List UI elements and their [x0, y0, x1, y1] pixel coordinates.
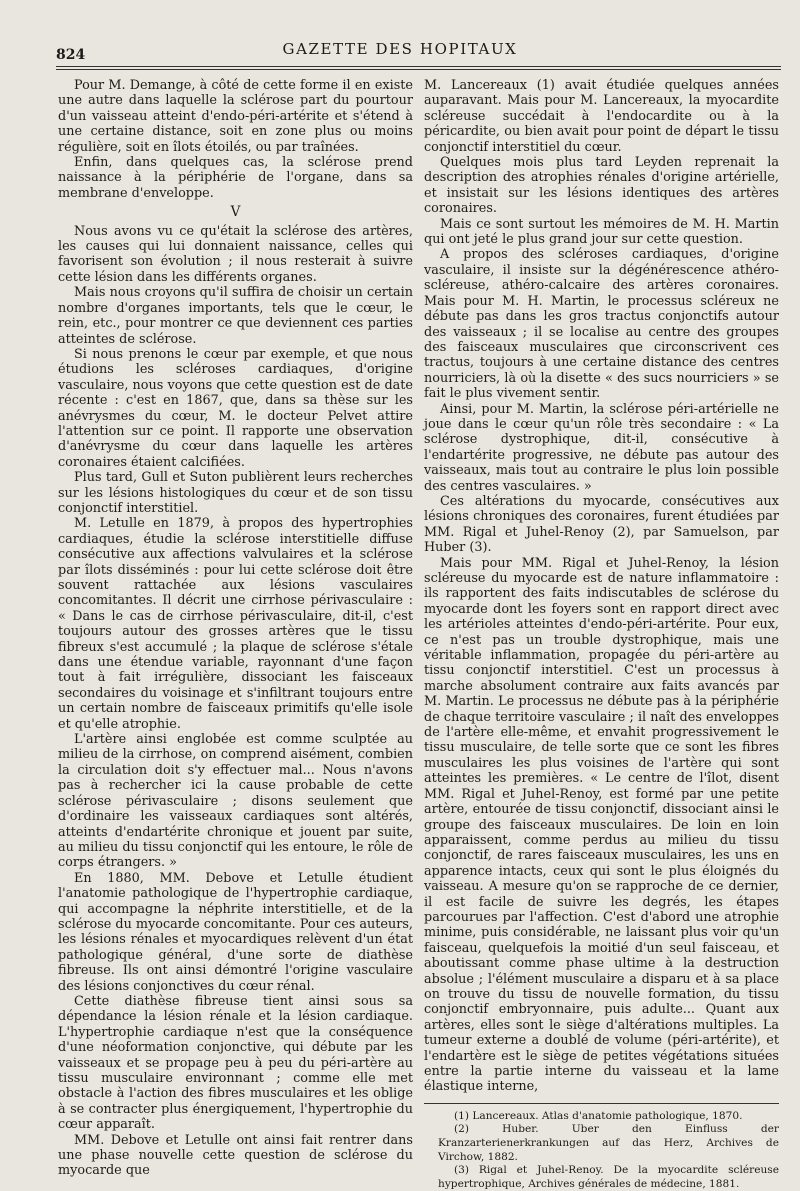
right-column: [424, 78, 779, 1191]
paragraph: M. Letulle en 1879, à propos des hypertrophies cardiaques, étudie la sclérose interstitielle diffuse consécutive aux affections valvulaires et la sclérose par îlots disséminés : pour lui cette sclérose doit être souvent rattachée aux lésions vasculaires concomitantes. Il décrit une cirrhose périvasculaire : « Dans le cas de cirrhose périvasculaire, dit-il, c'est toujours autour des grosses artères que le tissu fibreux s'est accumulé ; la plaque de sclérose s'étale dans une étendue variable, rayonnant d'une façon tout à fait irrégulière, dissociant les faisceaux secondaires du voisinage et s'infiltrant toujours entre un certain nombre de faisceaux primitifs qu'elle isole et qu'elle atrophie.: [58, 516, 413, 732]
paragraph: M. Lancereaux (1) avait étudiée quelques années auparavant. Mais pour M. Lancereaux, la myocardite scléreuse succédait à l'endocardite ou à la péricardite, ou bien avait pour point de départ le tissu conjonctif interstitiel du cœur.: [424, 78, 779, 155]
section-heading: V: [230, 204, 241, 221]
paragraph: Pour M. Demange, à côté de cette forme il en existe une autre dans laquelle la sclérose part du pourtour d'un vaisseau atteint d'endo-péri-artérite et s'étend à une certaine distance, soit en zone plus ou moins régulière, soit en îlots étoilés, ou par traînées.: [58, 78, 413, 155]
paragraph: En 1880, MM. Debove et Letulle étudient l'anatomie pathologique de l'hypertrophie cardiaque, qui accompagne la néphrite interstitielle, et de la sclérose du myocarde concomitante. Pour ces auteurs, les lésions rénales et myocardiques relèvent d'un état pathologique général, d'une sorte de diathèse fibreuse. Ils ont ainsi démontré l'origine vasculaire des lésions conjonctives du cœur rénal.: [58, 870, 414, 994]
paragraph: Enfin, dans quelques cas, la sclérose prend naissance à la périphérie de l'organe, dans sa membrane d'enveloppe.: [58, 155, 413, 201]
paragraph: A propos des scléroses cardiaques, d'origine vasculaire, il insiste sur la dégénérescence athéro-scléreuse, athéro-calcaire des artères coronaires. Mais pour M. H. Martin, le processus scléreux ne débute pas dans les gros tractus conjonctifs autour des vaisseaux ; il se localise au centre des groupes des faisceaux musculaires que circonscrivent ces tractus, toujours à une certaine distance des centres nourriciers, là où la disette « des sucs nourriciers » se fait le plus vivement sentir.: [424, 247, 779, 402]
footnote: (3) Rigal et Juhel-Renoy. De la myocardite scléreuse hypertrophique, Archives générales de médecine, 1881.: [438, 1164, 779, 1190]
paragraph: Ainsi, pour M. Martin, la sclérose péri-artérielle ne joue dans le cœur qu'un rôle très secondaire : « La sclérose dystrophique, dit-il, consécutive à l'endartérite progressive, ne débute pas autour des vaisseaux, mais tout au contraire le plus loin possible des centres vasculaires. »: [424, 401, 779, 494]
left-column: [58, 78, 413, 1179]
page-number: 824: [56, 47, 86, 63]
paragraph: Mais nous croyons qu'il suffira de choisir un certain nombre d'organes importants, tels que le cœur, le rein, etc., pour montrer ce que deviennent ces parties atteintes de sclérose.: [58, 285, 413, 347]
paragraph: Plus tard, Gull et Suton publièrent leurs recherches sur les lésions histologiques du cœur et de son tissu conjonctif interstitiel.: [58, 470, 413, 516]
paragraph: Ces altérations du myocarde, consécutives aux lésions chroniques des coronaires, furent étudiées par MM. Rigal et Juhel-Renoy (2), par Samuelson, par Huber (3).: [424, 493, 779, 556]
footnote-rule: [424, 1103, 779, 1104]
paragraph: Quelques mois plus tard Leyden reprenait la description des atrophies rénales d'origine artérielle, et insistait sur les lésions identiques des artères coronaires.: [424, 155, 779, 217]
header-rule: [56, 66, 781, 70]
paragraph: L'artère ainsi englobée est comme sculptée au milieu de la cirrhose, on comprend aisément, combien la circulation doit s'y effectuer mal... Nous n'avons pas à rechercher ici la cause probable de cette sclérose périvasculaire ; disons seulement que d'ordinaire les vaisseaux cardiaques sont altérés, atteints d'endartérite chronique et jouent par suite, au milieu du tissu conjonctif qui les entoure, le rôle de corps étrangers. »: [58, 732, 413, 871]
running-head: GAZETTE DES HOPITAUX: [282, 40, 518, 58]
paragraph: Nous avons vu ce qu'était la sclérose des artères, les causes qui lui donnaient naissance, celles qui favorisent son évolution ; il nous resterait à suivre cette lésion dans les différents organes.: [58, 223, 413, 285]
paragraph: Mais pour MM. Rigal et Juhel-Renoy, la lésion scléreuse du myocarde est de nature inflammatoire : ils rapportent des faits indiscutables de sclérose du myocarde dont les foyers sont en rapport direct avec les artérioles atteintes d'endo-péri-artérite. Pour eux, ce n'est pas un trouble dystrophique, mais une véritable inflammation, propagée du péri-artère au tissu conjonctif interstitiel. C'est un processus à marche absolument contraire aux faits avancés par M. Martin. Le processus ne débute pas à la périphérie de chaque territoire vasculaire ; il naît des enveloppes de l'artère elle-même, et envahit progressivement le tissu musculaire, de telle sorte que ce sont les fibres musculaires les plus voisines de l'artère qui sont atteintes les premières. « Le centre de l'îlot, disent MM. Rigal et Juhel-Renoy, est formé par une petite artère, entourée de tissu conjonctif, dissociant ainsi le groupe des faisceaux musculaires. De loin en loin apparaissent, comme perdus au milieu du tissu conjonctif, de rares faisceaux musculaires, les uns en apparence intacts, ceux qui sont le plus éloignés du vaisseau. A mesure qu'on se rapproche de ce dernier, il est facile de suivre les degrés, les étapes parcourues par l'affection. C'est d'abord une atrophie minime, puis considérable, ne laissant plus voir qu'un faisceau, quelquefois la moitié d'un seul faisceau, et aboutissant comme phase ultime à la destruction absolue ; l'élément musculaire a disparu et à sa place on trouve du tissu de nouvelle formation, du tissu conjonctif embryonnaire, puis adulte... Quant aux artères, elles sont le siège d'altérations multiples. La tumeur externe a doublé de volume (péri-artérite), et l'endartère est le siège de petites végétations situées entre la partie interne du vaisseau et la lame élastique interne,: [424, 555, 779, 1095]
paragraph: Si nous prenons le cœur par exemple, et que nous étudions les scléroses cardiaques, d'origine vasculaire, nous voyons que cette question est de date récente : c'est en 1867, que, dans sa thèse sur les anévrysmes du cœur, M. le docteur Pelvet attire l'attention sur ce point. Il rapporte une observation d'anévrysme du cœur dans laquelle les artères coronaires étaient calcifiées.: [58, 346, 413, 470]
paragraph: Mais ce sont surtout les mémoires de M. H. Martin qui ont jeté le plus grand jour sur cette question.: [424, 216, 779, 248]
paragraph: Cette diathèse fibreuse tient ainsi sous sa dépendance la lésion rénale et la lésion cardiaque. L'hypertrophie cardiaque n'est que la conséquence d'une néoformation conjonctive, qui débute par les vaisseaux et se propage peu à peu du péri-artère au tissu musculaire environnant ; comme elle met obstacle à l'action des fibres musculaires et les oblige à se contracter plus énergiquement, l'hypertrophie du cœur apparaît.: [58, 993, 413, 1133]
footnote: (2) Huber. Uber den Einfluss der Kranzarterienerkrankungen auf das Herz, Archives de Virchow, 1882.: [438, 1123, 779, 1163]
paragraph: MM. Debove et Letulle ont ainsi fait rentrer dans une phase nouvelle cette question de sclérose du myocarde que: [58, 1132, 413, 1179]
footnote: (1) Lancereaux. Atlas d'anatomie pathologique, 1870.: [454, 1109, 743, 1122]
